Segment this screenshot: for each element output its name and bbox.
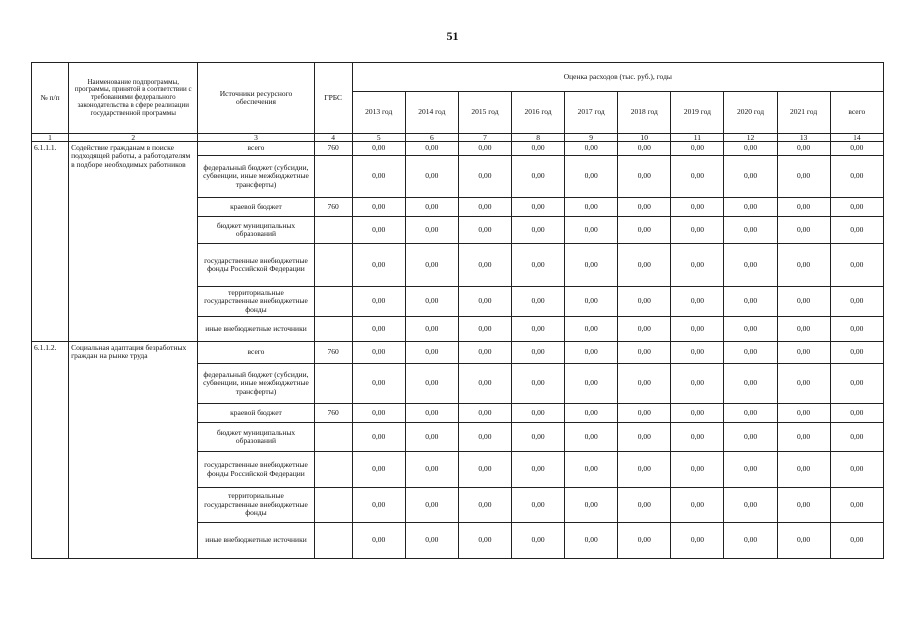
- table-row: [32, 142, 884, 156]
- funding-source: бюджет муниципальных образований: [198, 217, 314, 244]
- year-value: 0,00: [352, 317, 405, 342]
- year-value: 0,00: [512, 198, 565, 217]
- grbs-code: 760: [314, 342, 352, 364]
- year-value: 0,00: [458, 452, 511, 488]
- year-value: 0,00: [724, 217, 777, 244]
- year-value: 0,00: [724, 317, 777, 342]
- year-value: 0,00: [352, 142, 405, 156]
- year-value: 0,00: [458, 287, 511, 317]
- year-value: 0,00: [671, 287, 724, 317]
- year-value: 0,00: [618, 364, 671, 404]
- column-number: 7: [458, 134, 511, 142]
- year-value: 0,00: [777, 287, 830, 317]
- year-value: 0,00: [405, 244, 458, 287]
- year-value: 0,00: [618, 287, 671, 317]
- year-value: 0,00: [618, 217, 671, 244]
- funding-source: территориальные государственные внебюджетные фонды: [198, 287, 314, 317]
- year-value: 0,00: [565, 156, 618, 198]
- year-value: 0,00: [458, 142, 511, 156]
- year-value: 0,00: [405, 217, 458, 244]
- year-value: 0,00: [671, 244, 724, 287]
- header-year: 2016 год: [512, 92, 565, 134]
- year-value: 0,00: [405, 452, 458, 488]
- funding-source: всего: [198, 342, 314, 364]
- year-value: 0,00: [671, 142, 724, 156]
- year-value: 0,00: [458, 317, 511, 342]
- year-value: 0,00: [512, 364, 565, 404]
- year-value: 0,00: [565, 364, 618, 404]
- year-value: 0,00: [724, 423, 777, 452]
- total-value: 0,00: [830, 342, 883, 364]
- year-value: 0,00: [512, 452, 565, 488]
- year-value: 0,00: [512, 523, 565, 559]
- header-col-grbs: ГРБС: [314, 63, 352, 134]
- funding-source: территориальные государственные внебюджетные фонды: [198, 488, 314, 523]
- year-value: 0,00: [405, 523, 458, 559]
- year-value: 0,00: [512, 244, 565, 287]
- column-number: 12: [724, 134, 777, 142]
- year-value: 0,00: [777, 142, 830, 156]
- header-year: 2021 год: [777, 92, 830, 134]
- header-col-no: № п/п: [32, 63, 69, 134]
- funding-source: бюджет муниципальных образований: [198, 423, 314, 452]
- year-value: 0,00: [777, 317, 830, 342]
- table-row: [32, 342, 884, 364]
- year-value: 0,00: [458, 523, 511, 559]
- year-value: 0,00: [458, 198, 511, 217]
- year-value: 0,00: [671, 404, 724, 423]
- total-value: 0,00: [830, 364, 883, 404]
- year-value: 0,00: [458, 488, 511, 523]
- total-value: 0,00: [830, 523, 883, 559]
- year-value: 0,00: [352, 404, 405, 423]
- year-value: 0,00: [724, 287, 777, 317]
- year-value: 0,00: [512, 317, 565, 342]
- grbs-code: 760: [314, 404, 352, 423]
- year-value: 0,00: [671, 523, 724, 559]
- grbs-code: [314, 523, 352, 559]
- year-value: 0,00: [618, 198, 671, 217]
- item-name: Содействие гражданам в поиске подходящей работы, а работодателям в подборе необходимых работников: [69, 142, 198, 342]
- year-value: 0,00: [618, 244, 671, 287]
- grbs-code: [314, 364, 352, 404]
- year-value: 0,00: [724, 523, 777, 559]
- year-value: 0,00: [512, 287, 565, 317]
- year-value: 0,00: [405, 156, 458, 198]
- year-value: 0,00: [352, 287, 405, 317]
- page-number: 51: [446, 29, 459, 43]
- year-value: 0,00: [565, 452, 618, 488]
- header-year: 2013 год: [352, 92, 405, 134]
- column-number: 5: [352, 134, 405, 142]
- grbs-code: [314, 287, 352, 317]
- column-number: 4: [314, 134, 352, 142]
- total-value: 0,00: [830, 452, 883, 488]
- year-value: 0,00: [352, 198, 405, 217]
- item-code: 6.1.1.2.: [32, 342, 69, 559]
- year-value: 0,00: [352, 156, 405, 198]
- year-value: 0,00: [671, 452, 724, 488]
- year-value: 0,00: [724, 364, 777, 404]
- header-total: всего: [830, 92, 883, 134]
- year-value: 0,00: [724, 342, 777, 364]
- year-value: 0,00: [352, 523, 405, 559]
- year-value: 0,00: [724, 488, 777, 523]
- year-value: 0,00: [724, 244, 777, 287]
- funding-source: всего: [198, 142, 314, 156]
- grbs-code: 760: [314, 142, 352, 156]
- column-number: 2: [69, 134, 198, 142]
- year-value: 0,00: [352, 364, 405, 404]
- year-value: 0,00: [618, 404, 671, 423]
- year-value: 0,00: [565, 198, 618, 217]
- year-value: 0,00: [512, 488, 565, 523]
- year-value: 0,00: [777, 488, 830, 523]
- year-value: 0,00: [405, 423, 458, 452]
- header-col-name: Наименование подпрограммы, программы, принятой в соответствии с требованиями федерального законодательства в сфере реализации государственной программы: [69, 63, 198, 134]
- year-value: 0,00: [777, 364, 830, 404]
- year-value: 0,00: [777, 423, 830, 452]
- grbs-code: [314, 423, 352, 452]
- year-value: 0,00: [777, 156, 830, 198]
- year-value: 0,00: [777, 217, 830, 244]
- year-value: 0,00: [777, 452, 830, 488]
- total-value: 0,00: [830, 156, 883, 198]
- year-value: 0,00: [405, 287, 458, 317]
- year-value: 0,00: [777, 404, 830, 423]
- year-value: 0,00: [565, 217, 618, 244]
- header-year: 2020 год: [724, 92, 777, 134]
- year-value: 0,00: [724, 142, 777, 156]
- header-year: 2014 год: [405, 92, 458, 134]
- column-number: 1: [32, 134, 69, 142]
- grbs-code: 760: [314, 198, 352, 217]
- year-value: 0,00: [458, 364, 511, 404]
- column-number: 10: [618, 134, 671, 142]
- year-value: 0,00: [512, 217, 565, 244]
- year-value: 0,00: [565, 404, 618, 423]
- year-value: 0,00: [777, 523, 830, 559]
- year-value: 0,00: [618, 423, 671, 452]
- year-value: 0,00: [405, 142, 458, 156]
- total-value: 0,00: [830, 317, 883, 342]
- year-value: 0,00: [618, 523, 671, 559]
- year-value: 0,00: [618, 317, 671, 342]
- grbs-code: [314, 317, 352, 342]
- year-value: 0,00: [565, 342, 618, 364]
- header-col-estimate: Оценка расходов (тыс. руб.), годы: [352, 63, 883, 92]
- total-value: 0,00: [830, 244, 883, 287]
- year-value: 0,00: [724, 156, 777, 198]
- year-value: 0,00: [352, 342, 405, 364]
- year-value: 0,00: [671, 488, 724, 523]
- year-value: 0,00: [618, 156, 671, 198]
- year-value: 0,00: [512, 404, 565, 423]
- year-value: 0,00: [618, 488, 671, 523]
- budget-table: [31, 62, 884, 559]
- year-value: 0,00: [352, 488, 405, 523]
- budget-table-body: [32, 142, 884, 559]
- funding-source: иные внебюджетные источники: [198, 523, 314, 559]
- grbs-code: [314, 452, 352, 488]
- year-value: 0,00: [512, 342, 565, 364]
- year-value: 0,00: [671, 364, 724, 404]
- column-number: 14: [830, 134, 883, 142]
- column-number: 3: [198, 134, 314, 142]
- column-number: 13: [777, 134, 830, 142]
- funding-source: федеральный бюджет (субсидии, субвенции, иные межбюджетные трансферты): [198, 156, 314, 198]
- year-value: 0,00: [777, 342, 830, 364]
- year-value: 0,00: [671, 198, 724, 217]
- grbs-code: [314, 488, 352, 523]
- header-col-sources: Источники ресурсного обеспечения: [198, 63, 314, 134]
- year-value: 0,00: [512, 423, 565, 452]
- year-value: 0,00: [512, 156, 565, 198]
- year-value: 0,00: [405, 317, 458, 342]
- year-value: 0,00: [724, 198, 777, 217]
- year-value: 0,00: [671, 217, 724, 244]
- funding-source: федеральный бюджет (субсидии, субвенции, иные межбюджетные трансферты): [198, 364, 314, 404]
- funding-source: иные внебюджетные источники: [198, 317, 314, 342]
- year-value: 0,00: [352, 217, 405, 244]
- header-year: 2019 год: [671, 92, 724, 134]
- total-value: 0,00: [830, 404, 883, 423]
- year-value: 0,00: [671, 317, 724, 342]
- header-year: 2017 год: [565, 92, 618, 134]
- year-value: 0,00: [352, 423, 405, 452]
- year-value: 0,00: [724, 404, 777, 423]
- year-value: 0,00: [618, 342, 671, 364]
- grbs-code: [314, 217, 352, 244]
- year-value: 0,00: [458, 156, 511, 198]
- year-value: 0,00: [405, 198, 458, 217]
- year-value: 0,00: [352, 244, 405, 287]
- year-value: 0,00: [565, 488, 618, 523]
- year-value: 0,00: [777, 198, 830, 217]
- funding-source: государственные внебюджетные фонды Российской Федерации: [198, 452, 314, 488]
- year-value: 0,00: [618, 452, 671, 488]
- column-number: 8: [512, 134, 565, 142]
- total-value: 0,00: [830, 217, 883, 244]
- total-value: 0,00: [830, 287, 883, 317]
- item-code: 6.1.1.1.: [32, 142, 69, 342]
- year-value: 0,00: [724, 452, 777, 488]
- year-value: 0,00: [618, 142, 671, 156]
- year-value: 0,00: [671, 423, 724, 452]
- year-value: 0,00: [458, 217, 511, 244]
- year-value: 0,00: [565, 244, 618, 287]
- year-value: 0,00: [458, 404, 511, 423]
- year-value: 0,00: [565, 142, 618, 156]
- year-value: 0,00: [458, 244, 511, 287]
- year-value: 0,00: [405, 488, 458, 523]
- total-value: 0,00: [830, 198, 883, 217]
- year-value: 0,00: [352, 452, 405, 488]
- year-value: 0,00: [565, 423, 618, 452]
- total-value: 0,00: [830, 142, 883, 156]
- year-value: 0,00: [458, 342, 511, 364]
- year-value: 0,00: [405, 404, 458, 423]
- total-value: 0,00: [830, 423, 883, 452]
- header-year: 2018 год: [618, 92, 671, 134]
- funding-source: краевой бюджет: [198, 198, 314, 217]
- year-value: 0,00: [671, 342, 724, 364]
- year-value: 0,00: [565, 287, 618, 317]
- column-number: 6: [405, 134, 458, 142]
- column-number: 9: [565, 134, 618, 142]
- year-value: 0,00: [458, 423, 511, 452]
- year-value: 0,00: [405, 342, 458, 364]
- funding-source: государственные внебюджетные фонды Российской Федерации: [198, 244, 314, 287]
- grbs-code: [314, 244, 352, 287]
- header-year: 2015 год: [458, 92, 511, 134]
- total-value: 0,00: [830, 488, 883, 523]
- year-value: 0,00: [671, 156, 724, 198]
- year-value: 0,00: [512, 142, 565, 156]
- column-number: 11: [671, 134, 724, 142]
- year-value: 0,00: [777, 244, 830, 287]
- grbs-code: [314, 156, 352, 198]
- year-value: 0,00: [565, 317, 618, 342]
- year-value: 0,00: [405, 364, 458, 404]
- item-name: Социальная адаптация безработных граждан на рынке труда: [69, 342, 198, 559]
- funding-source: краевой бюджет: [198, 404, 314, 423]
- year-value: 0,00: [565, 523, 618, 559]
